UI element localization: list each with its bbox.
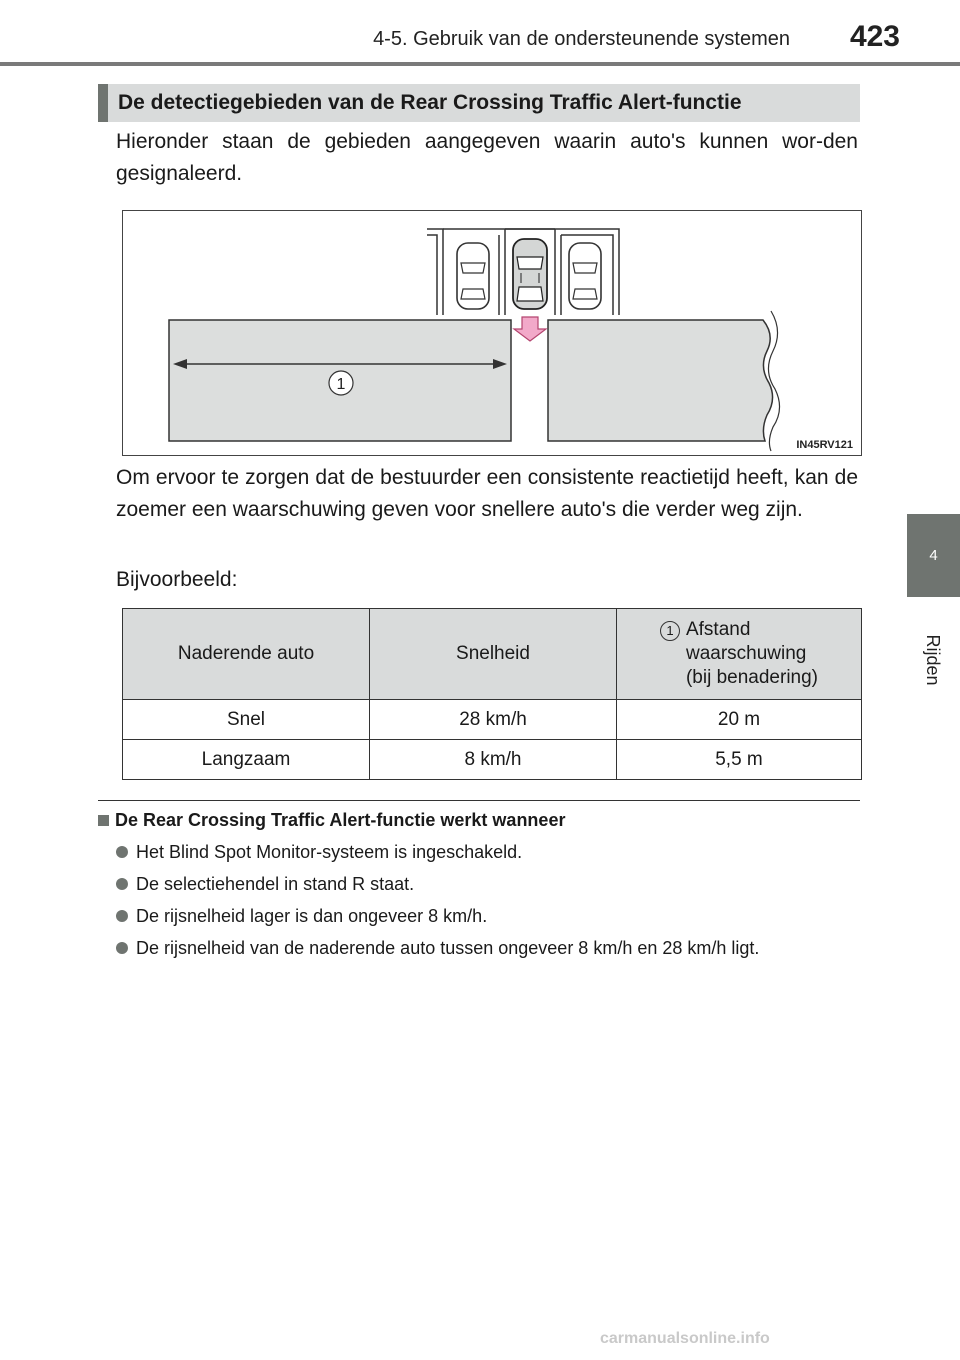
table-header-row	[123, 609, 862, 700]
bullet-dot-icon	[116, 878, 128, 890]
table-cell: Langzaam	[123, 740, 370, 780]
bullet-dot-icon	[116, 910, 128, 922]
list-item	[112, 904, 862, 929]
bullet-dot-icon	[116, 942, 128, 954]
conditions-heading-text: De Rear Crossing Traffic Alert-functie werkt wanneer	[115, 810, 566, 830]
distance-header-line2: waarschuwing	[685, 643, 807, 664]
reverse-direction-arrow	[514, 317, 546, 341]
detection-area-figure	[122, 210, 862, 456]
watermark: carmanualsonline.info	[600, 1330, 770, 1347]
header-divider	[0, 62, 960, 66]
distance-callout-number: 1	[660, 621, 680, 641]
table-row	[123, 700, 862, 740]
list-item-text: De rijsnelheid van de naderende auto tussen ongeveer 8 km/h en 28 km/h ligt.	[136, 938, 760, 958]
distance-header-line1: Afstand	[685, 619, 751, 640]
callout-1-number: 1	[336, 376, 346, 393]
table-cell: 28 km/h	[370, 700, 617, 740]
column-header-distance	[617, 609, 862, 700]
figure-code: IN45RV121	[796, 439, 853, 451]
list-item-text: Het Blind Spot Monitor-systeem is ingeschakeld.	[136, 842, 523, 862]
detection-area-diagram	[123, 211, 862, 456]
section-title: De detectiegebieden van de Rear Crossing Traffic Alert-functie	[98, 84, 860, 122]
chapter-tab[interactable]: 4	[907, 514, 960, 597]
list-item	[112, 840, 862, 865]
column-header-speed: Snelheid	[370, 609, 617, 700]
column-header-approaching-car: Naderende auto	[123, 609, 370, 700]
own-car	[513, 239, 547, 309]
section-divider	[98, 800, 860, 801]
table-cell: 5,5 m	[617, 740, 862, 780]
reaction-time-paragraph: Om ervoor te zorgen dat de bestuurder een consistente reactietijd heeft, kan de zoemer een waarschuwing geven voor snellere auto's die verder weg zijn.	[116, 466, 858, 521]
square-bullet-icon	[98, 815, 109, 826]
list-item-text: De selectiehendel in stand R staat.	[136, 874, 415, 894]
bullet-dot-icon	[116, 846, 128, 858]
intro-paragraph: Hieronder staan de gebieden aangegeven waarin auto's kunnen wor-den gesignaleerd.	[116, 130, 858, 185]
table-cell: 8 km/h	[370, 740, 617, 780]
table-row	[123, 740, 862, 780]
list-item-text: De rijsnelheid lager is dan ongeveer 8 km/h.	[136, 906, 488, 926]
right-detection-zone	[548, 320, 773, 441]
table-cell: Snel	[123, 700, 370, 740]
chapter-label: Rijden	[923, 634, 944, 686]
table-cell: 20 m	[617, 700, 862, 740]
running-header: 4-5. Gebruik van de ondersteunende systemen	[373, 28, 790, 50]
list-item	[112, 936, 862, 961]
list-item	[112, 872, 862, 897]
distance-header-line3: (bij benadering)	[685, 667, 819, 688]
page-number: 423	[849, 20, 900, 53]
parked-car-left	[457, 243, 489, 309]
warning-distance-table	[122, 608, 862, 780]
example-label: Bijvoorbeeld:	[116, 568, 238, 591]
parked-car-right	[569, 243, 601, 309]
conditions-heading	[98, 810, 565, 831]
